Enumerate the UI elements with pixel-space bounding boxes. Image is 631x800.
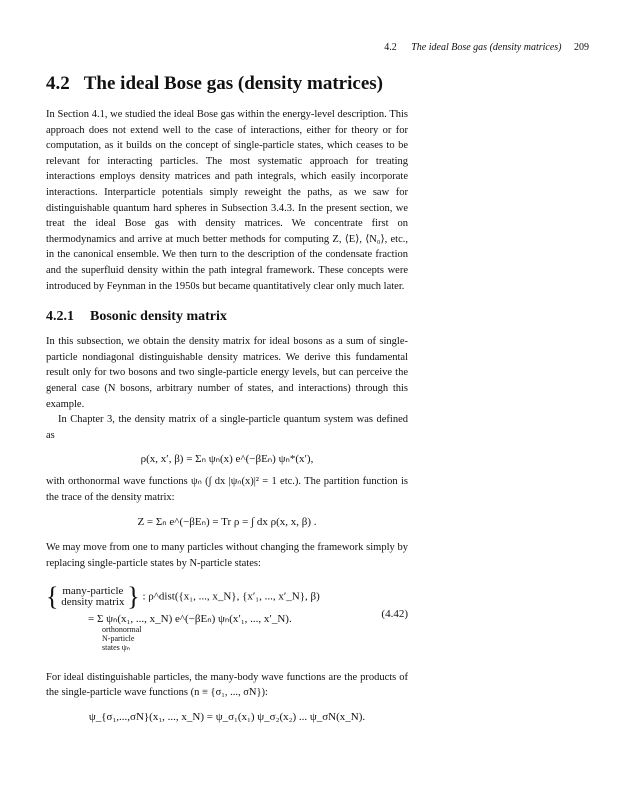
eq-sum-condition: orthonormal N-particle states ψₙ xyxy=(102,624,142,652)
subsection-number: 4.2.1 xyxy=(46,309,74,325)
equation-product-wavefunction: ψ_{σ₁,...,σN}(x₁, ..., x_N) = ψ_σ₁(x₁) ψ_σ₂(x₂) ... ψ_σN(x_N). xyxy=(88,710,366,723)
section-heading xyxy=(46,73,408,95)
subsection-paragraph-4: We may move from one to many particles without changing the framework simply by replacing single-particle states by N-particle states: xyxy=(46,542,408,570)
subsection-paragraph-3: with orthonormal wave functions ψₙ (∫ dx |ψₙ(x)|² = 1 etc.). The partition function is the trace of the density matrix: xyxy=(46,476,408,503)
section-number: 4.2 xyxy=(46,73,70,94)
eq-line-2: = Σ ψₙ(x₁, ..., x_N) e^(−βEₙ) ψₙ(x′₁, ..., x′_N). xyxy=(88,612,292,625)
section-title: The ideal Bose gas (density matrices) xyxy=(83,73,383,94)
subsection-heading xyxy=(46,309,408,325)
page-body xyxy=(46,68,408,728)
eq-brace-label: many-particle density matrix xyxy=(61,584,125,608)
subsection-paragraph-1: In this subsection, we obtain the density matrix for ideal bosons as a sum of single-particle nondiagonal distinguishable density matrices. We derive this fundamental result only for two bosons and two single-particle energy levels, but can perceive the general case (N bosons, arbitrary number of states, and interactions) through this example. xyxy=(46,336,408,410)
running-head-title: The ideal Bose gas (density matrices) xyxy=(411,42,562,53)
section-intro-paragraph: In Section 4.1, we studied the ideal Bose gas within the energy-level description. This approach does not extend well to the case of interactions, either for theory or for computation, as it builds on the concept of single-particle states, which ceases to be relevant for interacting particles. The most systematic approach for treating interactions employs density matrices and path integrals, which easily incorporate interactions. Interparticle potentials simply reweight the paths, as we saw for distinguishable quantum hard spheres in Subsection 3.4.3. In the present section, we treat the ideal Bose gas with density matrices. We concentrate first on thermodynamics and arrive at much better methods for computing Z, ⟨E⟩, ⟨N₀⟩, etc., in the canonical ensemble. We then turn to the description of the condensate fraction and the superfluid density within the path integral framework. These concepts were introduced by Feynman in the 1950s but became quantitatively clear only much later. xyxy=(46,109,408,292)
running-head-section-number: 4.2 xyxy=(384,42,397,53)
equation-partition-function: Z = Σₙ e^(−βEₙ) = Tr ρ = ∫ dx ρ(x, x, β) . xyxy=(137,516,317,529)
equation-number: (4.42) xyxy=(381,607,408,620)
running-head xyxy=(384,42,589,53)
subsection-paragraph-2: In Chapter 3, the density matrix of a single-particle quantum system was defined as xyxy=(46,414,408,441)
page-number: 209 xyxy=(574,42,589,53)
eq-line-1: : ρ^dist({x₁, ..., x_N}, {x′₁, ..., x′_N}, β) xyxy=(142,590,320,603)
subsection-title: Bosonic density matrix xyxy=(90,309,227,325)
subsection-paragraph-5: For ideal distinguishable particles, the many-body wave functions are the products of the single-particle wave functions (n ≡ {σ₁, ..., σN}): xyxy=(46,671,408,699)
equation-4-42: { many-particle density matrix } : ρ^dist({x₁, ..., x_N}, {x′₁, ..., x′_N}, β) = Σ ψₙ(x₁, ..., x_N) e^(−βEₙ) ψₙ(x′₁, ..., x′_N). orthonormal N-particle states ψₙ (4.42) xyxy=(46,581,408,652)
equation-density-matrix: ρ(x, x′, β) = Σₙ ψₙ(x) e^(−βEₙ) ψₙ*(x′), xyxy=(140,453,314,466)
